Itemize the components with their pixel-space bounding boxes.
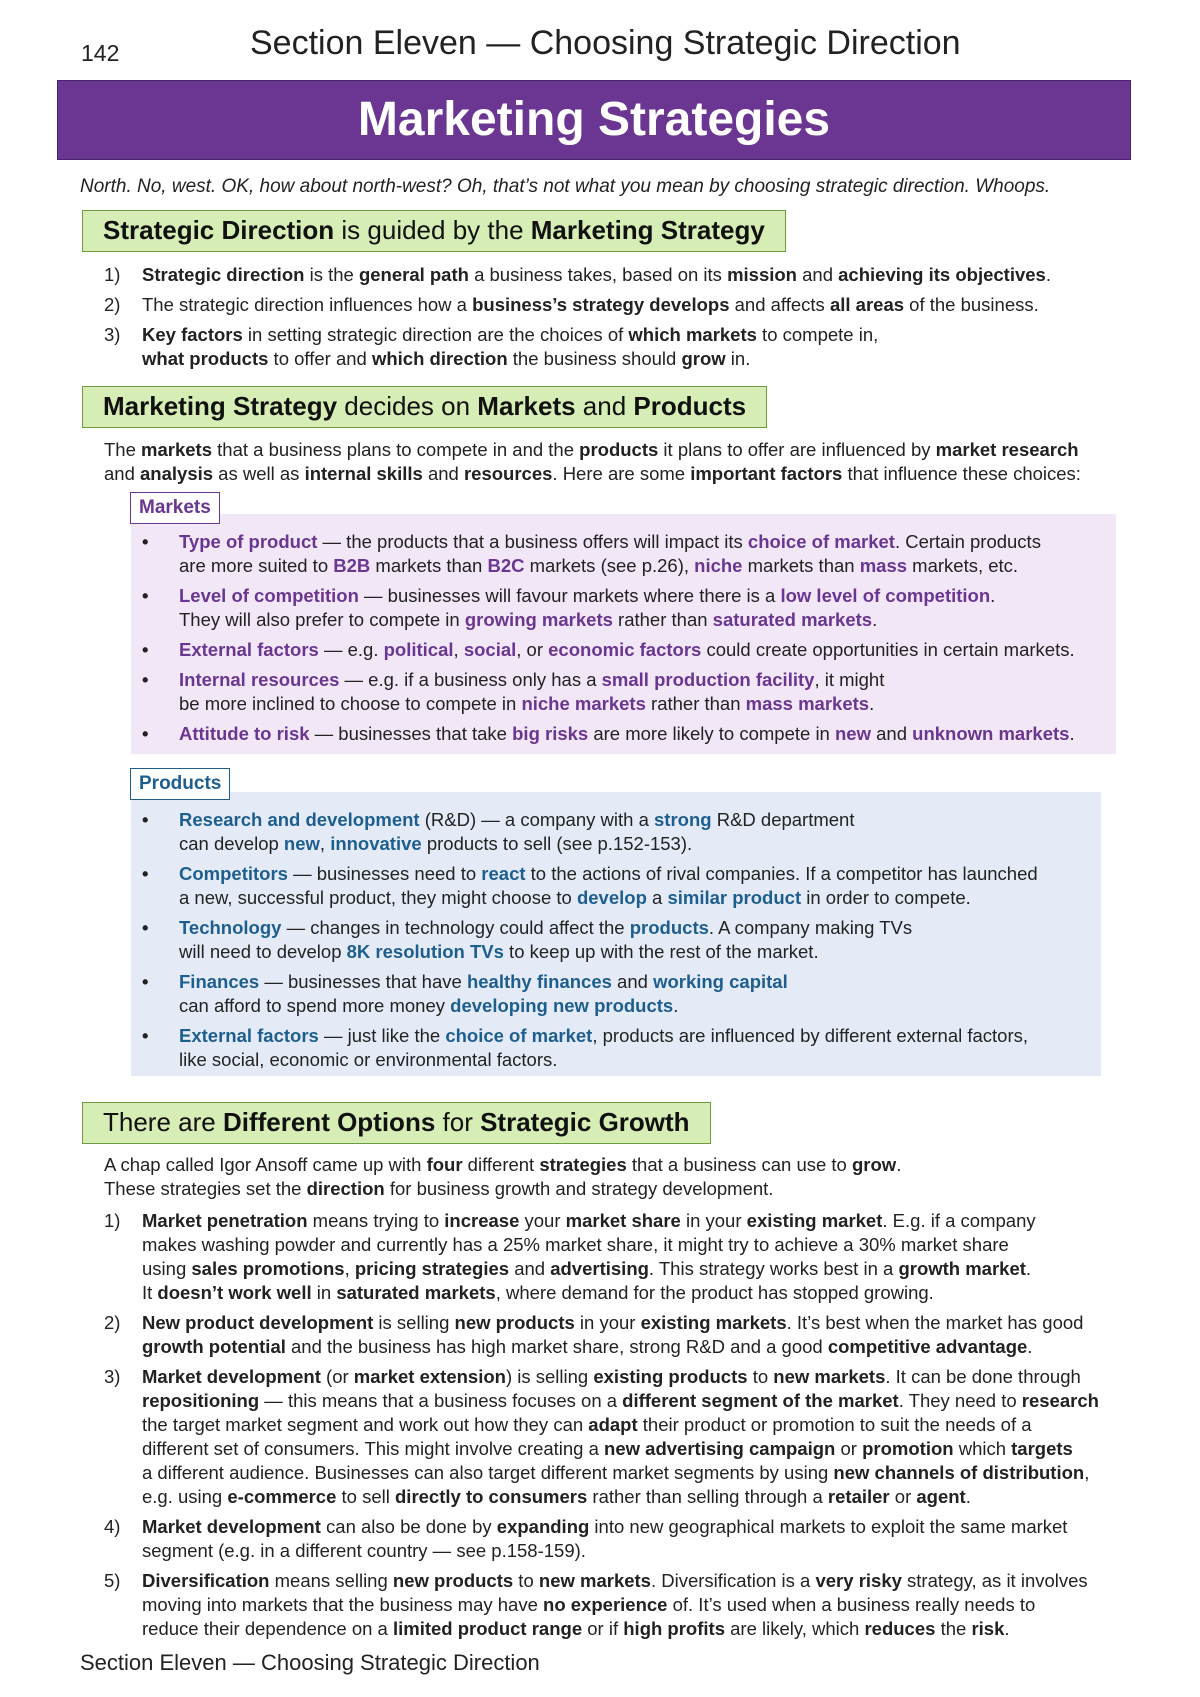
section-heading-marketing-strategy [82,386,767,428]
list-item [104,1515,1154,1563]
keyword: big risks [512,723,589,744]
keyword: which markets [628,324,757,345]
list-item [140,584,1115,632]
list-item [140,638,1115,662]
text-run: . [965,1486,971,1507]
page-title: Marketing Strategies [57,80,1131,160]
list-item [140,916,1100,964]
text-run: of the business. [904,294,1039,315]
keyword: products [629,917,709,938]
text-run: and [104,463,141,484]
text-run: to [513,1570,539,1591]
item-number: 2) [104,294,121,315]
keyword: growth potential [142,1336,286,1357]
text-run: and [870,723,913,744]
keyword: Key factors [142,324,243,345]
keyword: direction [306,1178,385,1199]
keyword: targets [1011,1438,1073,1459]
keyword: doesn’t work well [157,1282,312,1303]
keyword: Strategic Growth [480,1107,690,1137]
keyword: new channels of distribution [833,1462,1085,1483]
keyword: economic factors [548,639,702,660]
keyword: Different Options [222,1107,436,1137]
text-run: — this means that a business focuses on a [259,1390,623,1411]
keyword: External factors [179,639,319,660]
keyword: Internal resources [179,669,340,690]
keyword: Strategic direction [142,264,305,285]
text-run: . [896,1154,902,1175]
text-run: — just like the [318,1025,446,1046]
text-run: and [575,391,634,421]
text-run: rather than selling through a [587,1486,828,1507]
item-number: 3) [104,324,121,345]
keyword: market share [565,1210,681,1231]
text-run: in your [574,1312,641,1333]
text-run: as well as [213,463,305,484]
keyword: Finances [179,971,260,992]
text-run: , products are influenced by different external factors, [592,1025,1029,1046]
text-run: and [509,1258,551,1279]
bullet-icon: • [142,531,149,552]
text-run: could create opportunities in certain markets. [701,639,1075,660]
list-item [140,808,1100,856]
text-run: reduce their dependence on a [142,1618,393,1639]
text-run: . [1004,1618,1010,1639]
keyword: develop [576,887,647,908]
bullet-icon: • [142,585,149,606]
keyword: developing new products [450,995,674,1016]
text-run: rather than [612,609,713,630]
text-run: , it might [814,669,885,690]
text-run: — e.g. if a business only has a [339,669,602,690]
text-run: makes washing powder and currently has a 25% market share, it might try to achieve a 30% market share [142,1234,1009,1255]
text-run: or [889,1486,917,1507]
text-run: decides on [337,391,478,421]
text-run: — businesses that take [309,723,513,744]
strategic-growth-intro [104,1153,1134,1201]
bullet-icon: • [142,723,149,744]
text-run: rather than [645,693,746,714]
keyword: Market penetration [142,1210,308,1231]
bullet-icon: • [142,669,149,690]
text-run: using [142,1258,192,1279]
text-run: different [462,1154,540,1175]
list-item [104,1365,1154,1509]
text-run: . [1025,1258,1032,1279]
keyword: limited product range [392,1618,583,1639]
text-run: strategy, as it involves [901,1570,1088,1591]
products-list [140,808,1100,1078]
text-run: in setting strategic direction are the choices of [242,324,629,345]
text-run: can develop [179,833,284,854]
text-run: and the business has high market share, strong R&D and a good [285,1336,828,1357]
keyword: four [426,1154,463,1175]
text-run: in [311,1282,337,1303]
text-run: It [142,1282,158,1303]
text-run: for business growth and strategy development. [384,1178,774,1199]
keyword: External factors [179,1025,319,1046]
text-run: — businesses that have [259,971,467,992]
text-run: and [796,264,839,285]
text-run: a new, successful product, they might choose to [179,887,577,908]
keyword: analysis [140,463,214,484]
list-item [140,970,1100,1018]
keyword: Strategic Direction [103,215,335,245]
text-run: to [747,1366,774,1387]
keyword: unknown markets [912,723,1070,744]
text-run: to keep up with the rest of the market. [503,941,819,962]
keyword: resources [463,463,553,484]
keyword: Competitors [179,863,288,884]
text-run: markets than [370,555,488,576]
keyword: general path [358,264,469,285]
keyword: new products [392,1570,514,1591]
text-run: — e.g. [318,639,384,660]
text-run: their product or promotion to suit the needs of a [637,1414,1032,1435]
keyword: grow [681,348,726,369]
text-run: . [1069,723,1075,744]
text-run: . Here are some [552,463,691,484]
text-run: , [344,1258,355,1279]
item-number: 4) [104,1516,121,1537]
keyword: achieving its objectives [838,264,1046,285]
text-run: e.g. using [142,1486,228,1507]
text-run: moving into markets that the business may have [142,1594,544,1615]
text-run: like social, economic or environmental factors. [179,1049,558,1070]
keyword: pricing strategies [354,1258,510,1279]
keyword: research [1021,1390,1099,1411]
list-item [140,722,1115,746]
list-item [104,323,1104,371]
text-run: . They need to [898,1390,1022,1411]
item-number: 3) [104,1366,121,1387]
keyword: promotion [862,1438,954,1459]
keyword: which direction [371,348,508,369]
keyword: saturated markets [712,609,873,630]
text-run: are more likely to compete in [588,723,835,744]
keyword: very risky [815,1570,902,1591]
list-item [140,1024,1100,1072]
text-run: products to sell (see p.152-153). [421,833,693,854]
keyword: existing products [593,1366,748,1387]
text-run: . [990,585,996,606]
text-run: a business takes, based on its [468,264,728,285]
text-run: the business should [507,348,682,369]
text-run: . [1027,1336,1033,1357]
text-run: that a business plans to compete in and the [212,439,580,460]
text-run: ) is selling [505,1366,594,1387]
bullet-icon: • [142,1025,149,1046]
keyword: working capital [653,971,788,992]
text-run: . E.g. if a company [882,1210,1036,1231]
keyword: strong [654,809,712,830]
text-run: R&D department [711,809,855,830]
text-run: or [835,1438,863,1459]
page-number: 142 [81,40,120,66]
text-run: is selling [373,1312,455,1333]
text-run: or if [582,1618,624,1639]
bullet-icon: • [142,971,149,992]
keyword: innovative [330,833,422,854]
keyword: mission [727,264,797,285]
running-header: Section Eleven — Choosing Strategic Direction [250,24,961,62]
keyword: new markets [538,1570,651,1591]
keyword: choice of market [445,1025,593,1046]
keyword: Attitude to risk [179,723,310,744]
keyword: important factors [690,463,843,484]
text-run: into new geographical markets to exploit the same market [589,1516,1068,1537]
text-run: and [422,463,464,484]
text-run: of. It’s used when a business really needs to [667,1594,1036,1615]
item-number: 1) [104,1210,121,1231]
keyword: existing market [746,1210,883,1231]
text-run: means trying to [307,1210,445,1231]
intro-text: North. No, west. OK, how about north-west? Oh, that’s not what you mean by choosing strategic direction. Whoops. [80,176,1051,197]
keyword: new [283,833,320,854]
keyword: Marketing Strategy [530,215,765,245]
text-run: are more suited to [179,555,334,576]
text-run: . [673,995,679,1016]
text-run: to compete in, [756,324,879,345]
text-run: — changes in technology could affect the [281,917,630,938]
text-run: that influence these choices: [842,463,1081,484]
keyword: Level of competition [179,585,359,606]
keyword: strategies [539,1154,627,1175]
text-run: , [1084,1462,1090,1483]
text-run: (R&D) — a company with a [419,809,654,830]
text-run: . [872,609,878,630]
section-heading-strategic-growth [82,1102,711,1144]
keyword: retailer [827,1486,890,1507]
text-run: a [646,887,668,908]
keyword: mass [859,555,908,576]
keyword: choice of market [747,531,895,552]
text-run: There are [103,1107,223,1137]
text-run: . A company making TVs [708,917,913,938]
keyword: business’s strategy develops [472,294,730,315]
keyword: 8K resolution TVs [346,941,504,962]
text-run: that a business can use to [626,1154,852,1175]
keyword: reduces [864,1618,936,1639]
keyword: mass markets [745,693,870,714]
text-run: the target market segment and work out how they can [142,1414,589,1435]
text-run: . Diversification is a [650,1570,816,1591]
keyword: market research [935,439,1079,460]
keyword: Markets [477,391,576,421]
text-run: to the actions of rival companies. If a competitor has launched [525,863,1038,884]
keyword: directly to consumers [395,1486,588,1507]
text-run: the [935,1618,972,1639]
text-run: . This strategy works best in a [648,1258,899,1279]
text-run: is guided by the [334,215,531,245]
text-run: it plans to offer are influenced by [658,439,936,460]
list-item [104,1569,1154,1641]
list-item [104,263,1104,287]
keyword: Type of product [179,531,318,552]
products-label: Products [130,768,230,800]
keyword: expanding [496,1516,590,1537]
text-run: The strategic direction influences how a [142,294,473,315]
text-run: . [1045,264,1051,285]
text-run: — businesses will favour markets where there is a [358,585,781,606]
strategic-growth-list [104,1209,1154,1647]
keyword: new advertising campaign [604,1438,836,1459]
text-run: can also be done by [320,1516,497,1537]
keyword: products [579,439,659,460]
keyword: risk [971,1618,1005,1639]
bullet-icon: • [142,917,149,938]
markets-list [140,530,1115,752]
item-number: 5) [104,1570,121,1591]
keyword: what products [142,348,269,369]
keyword: similar product [667,887,802,908]
text-run: They will also prefer to compete in [179,609,465,630]
text-run: . It can be done through [885,1366,1081,1387]
text-run: in. [725,348,751,369]
keyword: small production facility [601,669,815,690]
keyword: all areas [829,294,905,315]
marketing-strategy-intro [104,438,1134,486]
text-run: in your [680,1210,747,1231]
text-run: to sell [336,1486,395,1507]
keyword: growth market [898,1258,1026,1279]
text-run: a different audience. Businesses can also target different market segments by using [142,1462,834,1483]
keyword: growing markets [464,609,613,630]
keyword: B2B [333,555,371,576]
section-heading-strategic-direction [82,210,786,252]
keyword: increase [444,1210,520,1231]
keyword: repositioning [142,1390,260,1411]
keyword: healthy finances [466,971,612,992]
keyword: B2C [487,555,525,576]
keyword: social [463,639,517,660]
list-item [104,1311,1154,1359]
keyword: niche markets [521,693,646,714]
bullet-icon: • [142,639,149,660]
text-run: . It’s best when the market has good [786,1312,1084,1333]
keyword: adapt [588,1414,638,1435]
keyword: New product development [142,1312,374,1333]
text-run: . [869,693,875,714]
text-run: different set of consumers. This might involve creating a [142,1438,605,1459]
list-item [140,530,1115,578]
text-run: These strategies set the [104,1178,307,1199]
keyword: new markets [773,1366,886,1387]
keyword: saturated markets [336,1282,496,1303]
keyword: competitive advantage [827,1336,1028,1357]
keyword: new products [454,1312,575,1333]
keyword: Diversification [142,1570,270,1591]
text-run: and affects [729,294,830,315]
text-run: in order to compete. [801,887,971,908]
keyword: new [835,723,871,744]
text-run: to offer and [268,348,372,369]
keyword: market extension [353,1366,506,1387]
keyword: low level of competition [780,585,991,606]
bullet-icon: • [142,863,149,884]
text-run: will need to develop [179,941,347,962]
keyword: Products [633,391,747,421]
keyword: react [481,863,526,884]
page-footer: Section Eleven — Choosing Strategic Direction [80,1650,540,1675]
keyword: Market development [142,1516,321,1537]
text-run: — the products that a business offers will impact its [317,531,748,552]
text-run: be more inclined to choose to compete in [179,693,522,714]
keyword: Technology [179,917,282,938]
text-run: (or [320,1366,354,1387]
keyword: advertising [550,1258,649,1279]
text-run: , or [516,639,549,660]
keyword: no experience [543,1594,668,1615]
text-run: — businesses need to [287,863,482,884]
keyword: sales promotions [191,1258,345,1279]
keyword: niche [694,555,743,576]
keyword: grow [851,1154,897,1175]
keyword: agent [916,1486,966,1507]
text-run: are likely, which [724,1618,865,1639]
item-number: 2) [104,1312,121,1333]
keyword: markets [141,439,212,460]
text-run: means selling [269,1570,393,1591]
keyword: Research and development [179,809,420,830]
keyword: e-commerce [227,1486,337,1507]
text-run: can afford to spend more money [179,995,451,1016]
list-item [140,862,1100,910]
text-run: markets (see p.26), [524,555,695,576]
text-run: markets than [742,555,860,576]
text-run: , where demand for the product has stopped growing. [495,1282,934,1303]
list-item [140,668,1115,716]
text-run: which [953,1438,1012,1459]
keyword: internal skills [304,463,423,484]
list-item [104,293,1104,317]
keyword: Market development [142,1366,321,1387]
text-run: . Certain products [894,531,1041,552]
keyword: political [383,639,454,660]
keyword: Marketing Strategy [103,391,338,421]
text-run: The [104,439,142,460]
bullet-icon: • [142,809,149,830]
text-run: A chap called Igor Ansoff came up with [104,1154,427,1175]
text-run: your [519,1210,566,1231]
markets-label: Markets [130,492,220,524]
strategic-direction-list [104,263,1104,377]
keyword: different segment of the market [622,1390,899,1411]
text-run: and [611,971,654,992]
list-item [104,1209,1154,1305]
item-number: 1) [104,264,121,285]
text-run: , [453,639,464,660]
text-run: , [319,833,331,854]
text-run: is the [304,264,359,285]
text-run: markets, etc. [907,555,1019,576]
keyword: high profits [623,1618,725,1639]
text-run: segment (e.g. in a different country — see p.158-159). [142,1540,586,1561]
keyword: existing markets [640,1312,787,1333]
text-run: for [435,1107,481,1137]
